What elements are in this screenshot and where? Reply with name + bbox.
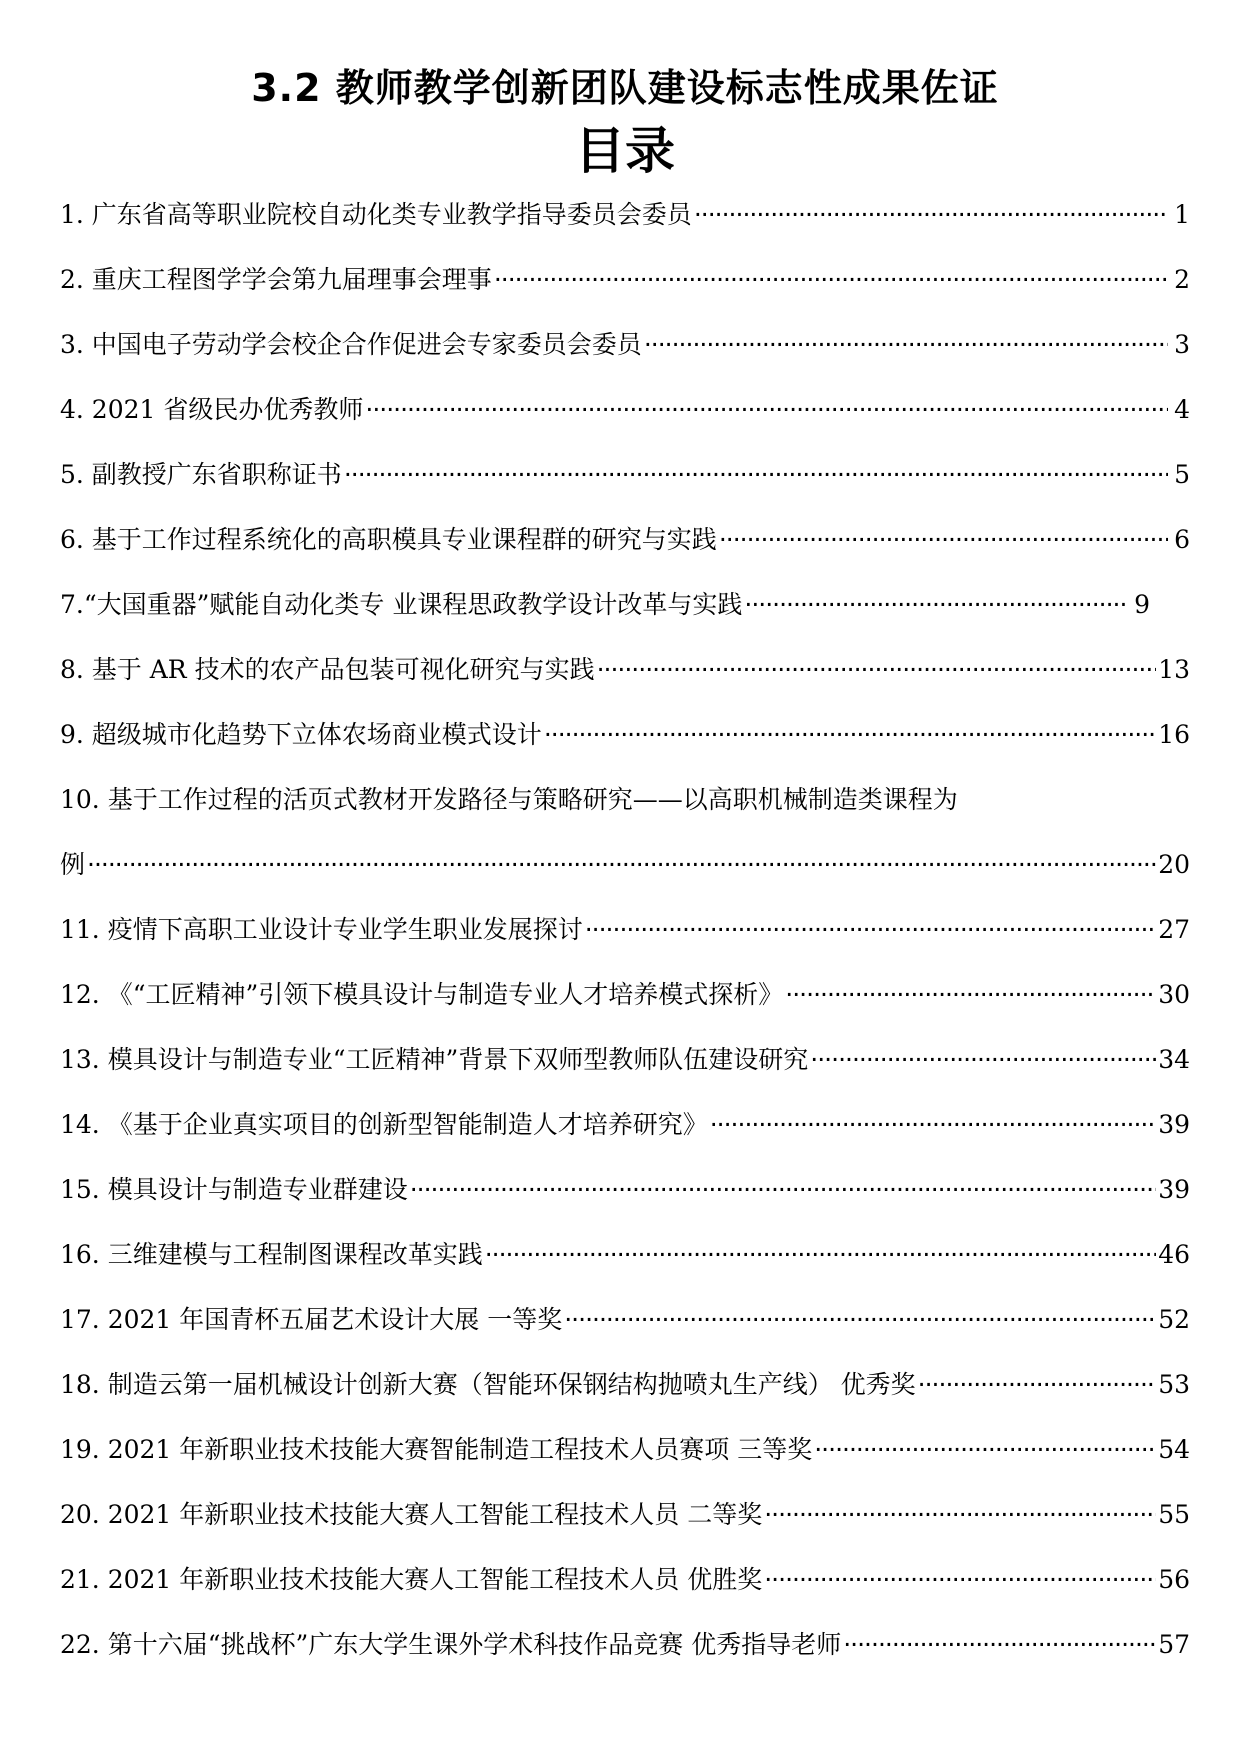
toc-entry-page: 16 [1158, 720, 1190, 749]
dot-leader [764, 1565, 1156, 1595]
toc-entry-page: 34 [1158, 1045, 1190, 1074]
toc-entry-21[interactable] [60, 1551, 1190, 1616]
dot-leader [485, 1240, 1156, 1270]
toc-entry-label: 1. 广东省高等职业院校自动化类专业教学指导委员会委员 [60, 200, 692, 229]
toc-entry-label: 7.“大国重器”赋能自动化类专 业课程思政教学设计改革与实践 [60, 590, 743, 619]
toc-entry-page: 39 [1158, 1110, 1190, 1139]
toc-entry-17[interactable] [60, 1291, 1190, 1356]
dot-leader [918, 1370, 1157, 1400]
toc-entry-label: 2. 重庆工程图学学会第九届理事会理事 [60, 265, 492, 294]
toc-entry-16[interactable] [60, 1226, 1190, 1291]
dot-leader [410, 1175, 1156, 1205]
toc-entry-page: 5 [1174, 460, 1190, 489]
toc-entry-10-line-1[interactable]: 10. 基于工作过程的活页式教材开发路径与策略研究——以高职机械制造类课程为 [60, 785, 958, 814]
toc-entry-8[interactable] [60, 641, 1190, 706]
toc-entry-label: 例 [60, 850, 86, 879]
dot-leader [597, 655, 1157, 685]
toc-entry-7[interactable] [60, 576, 1150, 641]
dot-leader [764, 1500, 1156, 1530]
toc-entry-14[interactable] [60, 1096, 1190, 1161]
toc-entry-page: 55 [1158, 1500, 1190, 1529]
toc-entry-page: 20 [1158, 850, 1190, 879]
toc-entry-label: 18. 制造云第一届机械设计创新大赛（智能环保钢结构抛喷丸生产线） 优秀奖 [60, 1370, 916, 1399]
toc-entry-12[interactable] [60, 966, 1190, 1031]
table-of-contents [60, 186, 1190, 1681]
toc-entry-page: 53 [1158, 1370, 1190, 1399]
dot-leader [710, 1110, 1156, 1140]
toc-entry-label: 16. 三维建模与工程制图课程改革实践 [60, 1240, 483, 1269]
toc-entry-label: 3. 中国电子劳动学会校企合作促进会专家委员会委员 [60, 330, 642, 359]
dot-leader [810, 1045, 1156, 1075]
toc-entry-page: 4 [1174, 395, 1190, 424]
toc-entry-page: 27 [1158, 915, 1190, 944]
dot-leader [843, 1630, 1156, 1660]
toc-entry-page: 56 [1158, 1565, 1190, 1594]
toc-entry-label: 14. 《基于企业真实项目的创新型智能制造人才培养研究》 [60, 1110, 708, 1139]
toc-entry-page: 1 [1174, 200, 1190, 229]
toc-entry-3[interactable] [60, 316, 1190, 381]
toc-entry-page: 3 [1174, 330, 1190, 359]
toc-entry-11[interactable] [60, 901, 1190, 966]
toc-entry-label: 6. 基于工作过程系统化的高职模具专业课程群的研究与实践 [60, 525, 717, 554]
dot-leader [785, 980, 1156, 1010]
toc-entry-page: 30 [1158, 980, 1190, 1009]
toc-entry-label: 8. 基于 AR 技术的农产品包装可视化研究与实践 [60, 655, 595, 684]
document-heading: 3.2 教师教学创新团队建设标志性成果佐证 [251, 66, 999, 110]
toc-entry-label: 22. 第十六届“挑战杯”广东大学生课外学术科技作品竞赛 优秀指导老师 [60, 1630, 842, 1659]
toc-entry-label: 4. 2021 省级民办优秀教师 [60, 395, 364, 424]
toc-entry-label: 21. 2021 年新职业技术技能大赛人工智能工程技术人员 优胜奖 [60, 1565, 763, 1594]
toc-entry-page: 57 [1158, 1630, 1190, 1659]
toc-entry-1[interactable] [60, 186, 1190, 251]
dot-leader [544, 720, 1156, 750]
dot-leader [564, 1305, 1156, 1335]
dot-leader [719, 525, 1168, 555]
dot-leader [644, 330, 1168, 360]
toc-entry-19[interactable] [60, 1421, 1190, 1486]
toc-entry-page: 9 [1134, 590, 1150, 619]
toc-entry-page: 2 [1174, 265, 1190, 294]
toc-entry-15[interactable] [60, 1161, 1190, 1226]
toc-entry-page: 52 [1158, 1305, 1190, 1334]
toc-entry-13[interactable] [60, 1031, 1190, 1096]
toc-entry-label: 12. 《“工匠精神”引领下模具设计与制造专业人才培养模式探析》 [60, 980, 784, 1009]
dot-leader [344, 460, 1168, 490]
toc-title: 目录 [575, 122, 675, 180]
toc-entry-22[interactable] [60, 1616, 1190, 1681]
toc-entry-10[interactable] [60, 836, 1190, 901]
toc-entry-label: 19. 2021 年新职业技术技能大赛智能制造工程技术人员赛项 三等奖 [60, 1435, 813, 1464]
toc-entry-label: 17. 2021 年国青杯五届艺术设计大展 一等奖 [60, 1305, 563, 1334]
toc-entry-5[interactable] [60, 446, 1190, 511]
toc-entry-label: 13. 模具设计与制造专业“工匠精神”背景下双师型教师队伍建设研究 [60, 1045, 809, 1074]
toc-entry-2[interactable] [60, 251, 1190, 316]
toc-entry-6[interactable] [60, 511, 1190, 576]
toc-entry-page: 39 [1158, 1175, 1190, 1204]
dot-leader [814, 1435, 1156, 1465]
toc-entry-9[interactable] [60, 706, 1190, 771]
dot-leader [694, 200, 1168, 230]
toc-entry-page: 13 [1158, 655, 1190, 684]
toc-entry-20[interactable] [60, 1486, 1190, 1551]
toc-entry-page: 46 [1158, 1240, 1190, 1269]
toc-entry-label: 5. 副教授广东省职称证书 [60, 460, 342, 489]
toc-entry-4[interactable] [60, 381, 1190, 446]
dot-leader [744, 590, 1128, 620]
toc-entry-page: 6 [1174, 525, 1190, 554]
dot-leader [494, 265, 1168, 295]
toc-entry-label: 15. 模具设计与制造专业群建设 [60, 1175, 408, 1204]
toc-entry-label: 20. 2021 年新职业技术技能大赛人工智能工程技术人员 二等奖 [60, 1500, 763, 1529]
dot-leader [87, 850, 1156, 880]
dot-leader [585, 915, 1156, 945]
toc-entry-label: 11. 疫情下高职工业设计专业学生职业发展探讨 [60, 915, 583, 944]
toc-entry-18[interactable] [60, 1356, 1190, 1421]
toc-entry-page: 54 [1158, 1435, 1190, 1464]
dot-leader [365, 395, 1168, 425]
toc-entry-label: 9. 超级城市化趋势下立体农场商业模式设计 [60, 720, 542, 749]
